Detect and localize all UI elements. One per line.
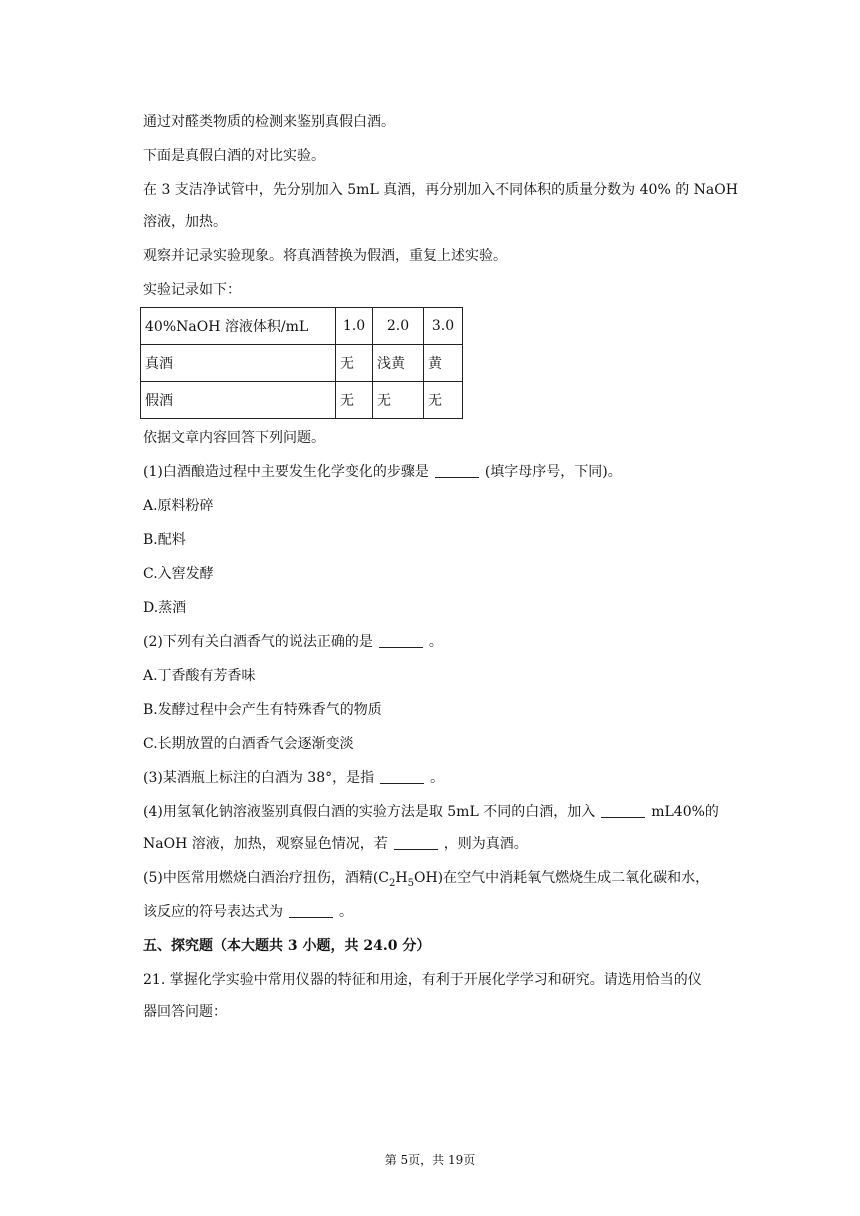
table-cell: 假酒 <box>141 382 336 419</box>
table-header-row <box>141 308 463 345</box>
question-3 <box>143 768 753 788</box>
option-a: A.丁香酸有芳香味 <box>143 668 256 684</box>
questions-intro: 依据文章内容回答下列问题。 <box>143 430 325 446</box>
question-text: NaOH 溶液，加热，观察显色情况，若 <box>143 836 388 852</box>
question-4-cont <box>143 834 753 854</box>
table-row <box>141 345 463 382</box>
question-text: 。 <box>428 634 443 650</box>
table-cell: 无 <box>373 382 424 419</box>
paragraph: 溶液，加热。 <box>143 214 227 230</box>
question-21-cont: 器回答问题： <box>143 1004 227 1020</box>
option-d: D.蒸酒 <box>143 600 187 616</box>
question-text: (填字母序号，下同)。 <box>484 464 622 480</box>
question-text: (1)白酒酿造过程中主要发生化学变化的步骤是 <box>143 464 429 480</box>
question-text: 。 <box>430 770 445 786</box>
table-cell: 无 <box>336 382 373 419</box>
question-text: mL40%的 <box>651 804 719 820</box>
answer-blank[interactable] <box>394 835 438 850</box>
answer-blank[interactable] <box>380 769 424 784</box>
question-1 <box>143 462 753 482</box>
question-2 <box>143 632 753 652</box>
option-a: A.原料粉碎 <box>143 498 214 514</box>
answer-blank[interactable] <box>435 463 479 478</box>
section-heading: 五、探究题（本大题共 3 小题，共 24.0 分） <box>143 938 431 954</box>
answer-blank[interactable] <box>379 633 423 648</box>
table-cell: 无 <box>424 382 463 419</box>
answer-blank[interactable] <box>289 903 333 918</box>
question-4 <box>143 802 753 822</box>
question-text: 该反应的符号表达式为 <box>143 904 283 920</box>
subscript: 5 <box>407 877 414 889</box>
question-21: 21. 掌握化学实验中常用仪器的特征和用途，有利于开展化学学习和研究。请选用恰当的仪 <box>143 972 702 988</box>
option-b: B.配料 <box>143 532 186 548</box>
option-b: B.发酵过程中会产生有特殊香气的物质 <box>143 702 382 718</box>
table-cell: 无 <box>336 345 373 382</box>
table-cell: 浅黄 <box>373 345 424 382</box>
table-row <box>141 382 463 419</box>
table-header-cell: 1.0 <box>336 308 373 345</box>
option-c: C.长期放置的白酒香气会逐渐变淡 <box>143 736 354 752</box>
question-text: (2)下列有关白酒香气的说法正确的是 <box>143 634 373 650</box>
paragraph: 观察并记录实验现象。将真酒替换为假酒，重复上述实验。 <box>143 248 507 264</box>
question-text: (4)用氢氧化钠溶液鉴别真假白酒的实验方法是取 5mL 不同的白酒，加入 <box>143 804 596 820</box>
table-header-cell: 40%NaOH 溶液体积/mL <box>141 308 336 345</box>
table-cell: 黄 <box>424 345 463 382</box>
table-cell: 真酒 <box>141 345 336 382</box>
page-footer: 第 5页，共 19页 <box>384 1153 476 1167</box>
paragraph: 在 3 支洁净试管中，先分别加入 5mL 真酒，再分别加入不同体积的质量分数为 40% 的 NaOH <box>143 182 738 198</box>
subscript: 2 <box>389 877 396 889</box>
paragraph: 下面是真假白酒的对比实验。 <box>143 148 325 164</box>
question-5 <box>143 868 753 894</box>
question-5-cont <box>143 902 753 922</box>
question-text: ，则为真酒。 <box>443 836 528 852</box>
option-c: C.入窖发酵 <box>143 566 214 582</box>
answer-blank[interactable] <box>601 803 645 818</box>
question-text: (3)某酒瓶上标注的白酒为 38°，是指 <box>143 770 375 786</box>
paragraph: 实验记录如下： <box>143 282 241 298</box>
experiment-table <box>140 307 463 419</box>
table-header-cell: 2.0 <box>373 308 424 345</box>
question-text: OH)在空气中消耗氧气燃烧生成二氧化碳和水， <box>413 870 710 886</box>
question-text: 。 <box>339 904 353 920</box>
question-text: (5)中医常用燃烧白酒治疗扭伤，酒精(C <box>143 870 390 886</box>
table-header-cell: 3.0 <box>424 308 463 345</box>
question-text: H <box>395 870 408 886</box>
paragraph: 通过对醛类物质的检测来鉴别真假白酒。 <box>143 114 395 130</box>
